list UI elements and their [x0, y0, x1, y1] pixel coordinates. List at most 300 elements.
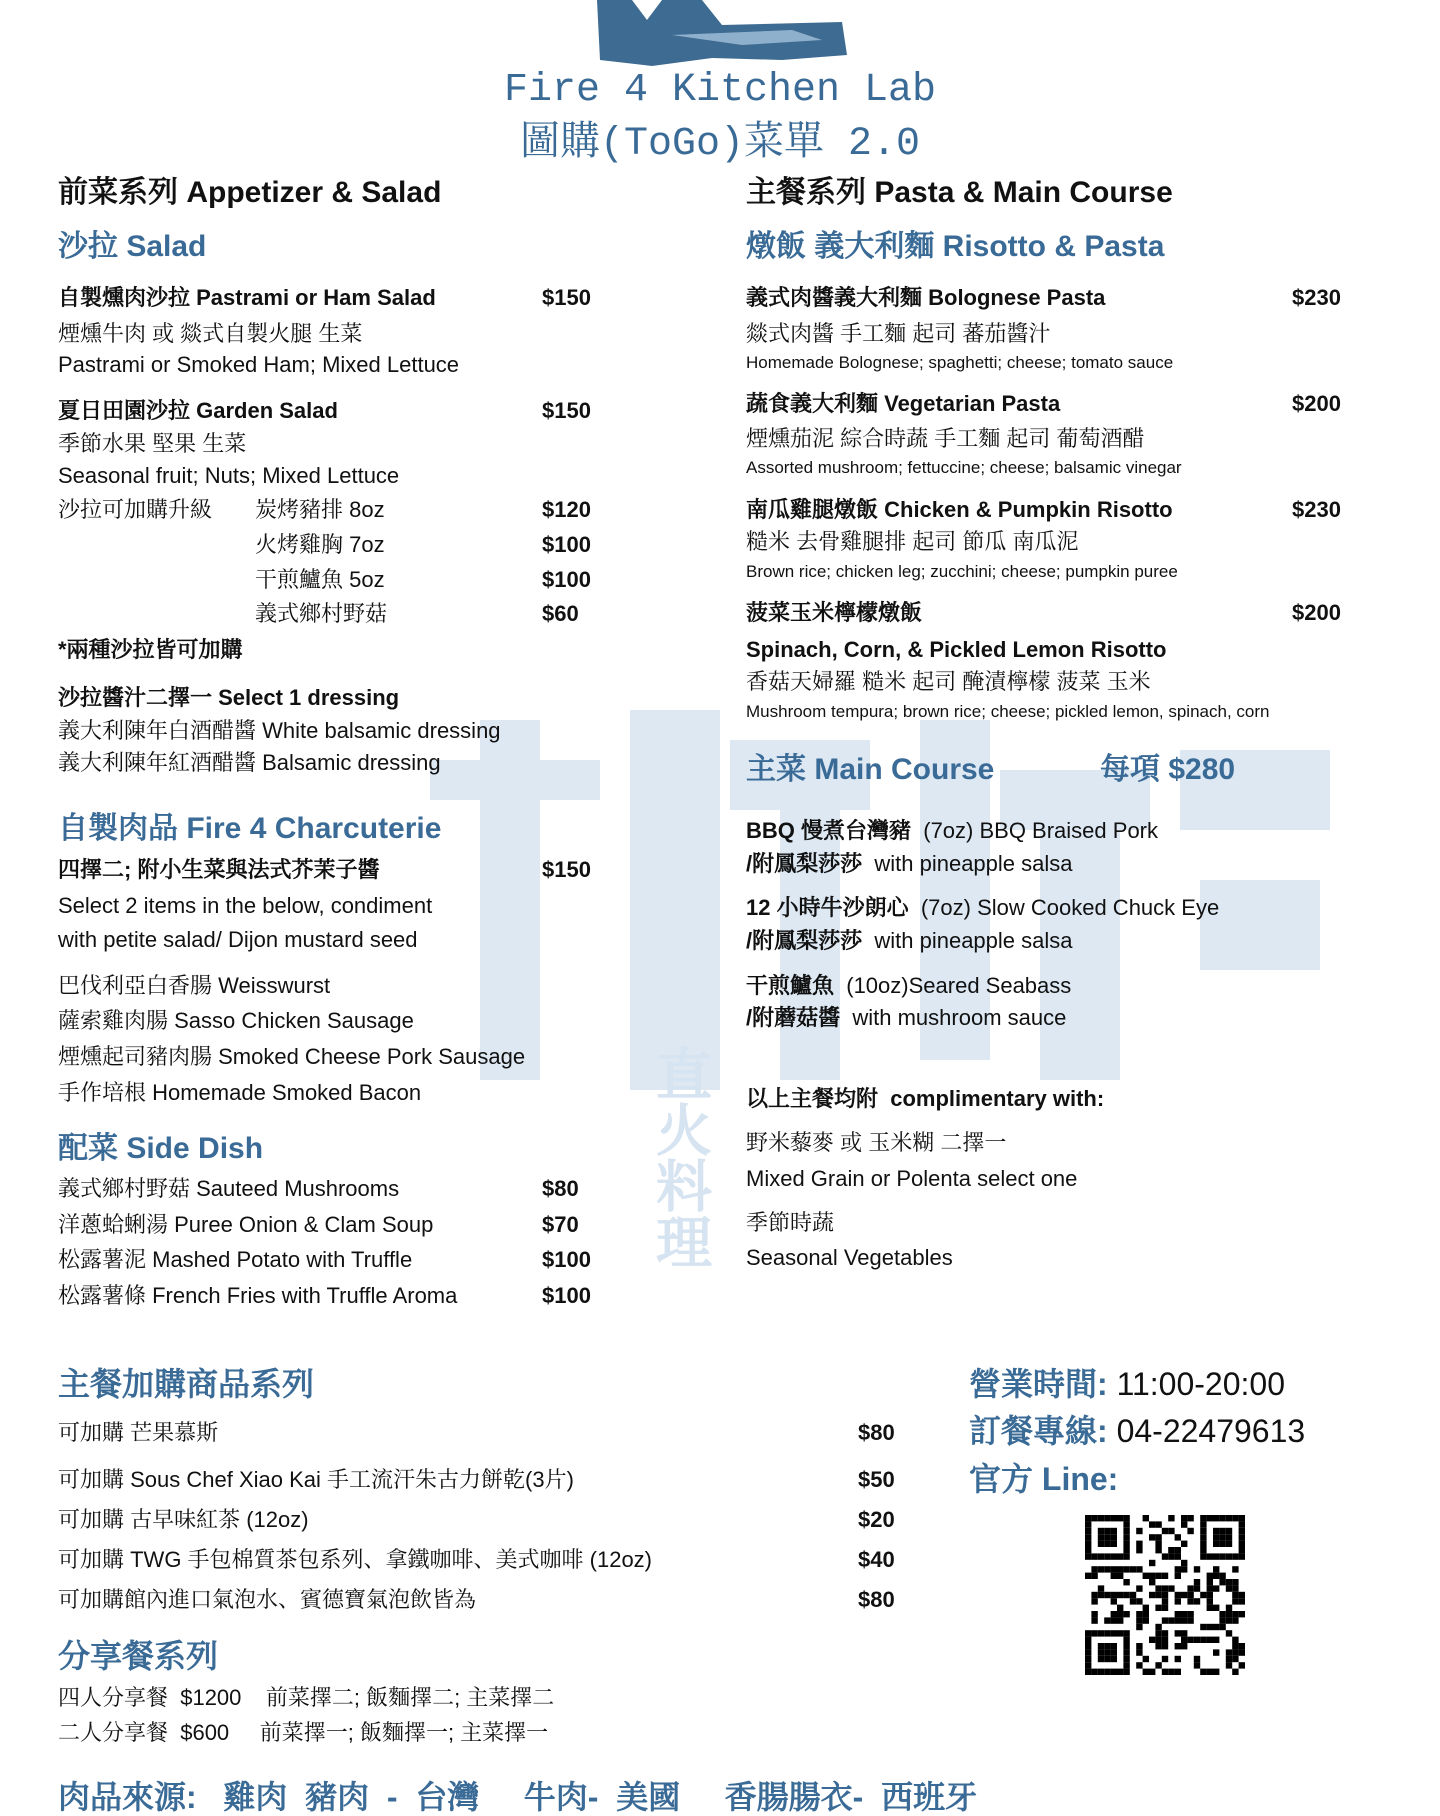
- pasta-name-en: Spinach, Corn, & Pickled Lemon Risotto: [746, 637, 1167, 662]
- qr-module: [1239, 1643, 1245, 1649]
- qr-module: [1239, 1528, 1245, 1534]
- qr-module: [1123, 1662, 1129, 1668]
- phone-label: 訂餐專線:: [969, 1413, 1108, 1449]
- side-price: $80: [542, 1176, 579, 1201]
- charcuterie-title: 四擇二; 附小生菜與法式芥茉子醬: [58, 857, 380, 882]
- qr-module: [1207, 1585, 1213, 1591]
- qr-module: [1123, 1611, 1129, 1617]
- upgrade-item: 炭烤豬排 8oz: [255, 497, 385, 522]
- qr-module: [1175, 1643, 1181, 1649]
- qr-module: [1219, 1541, 1225, 1547]
- brand-title: Fire 4 Kitchen Lab: [503, 68, 937, 113]
- watermark-text: 直火料理: [649, 1045, 712, 1269]
- upgrade-price: $100: [542, 567, 591, 592]
- qr-module: [1117, 1592, 1123, 1598]
- qr-module: [1181, 1643, 1187, 1649]
- qr-module: [1155, 1605, 1161, 1611]
- qr-module: [1187, 1528, 1193, 1534]
- pasta-price: $200: [1292, 600, 1341, 625]
- side-item: 松露薯泥 Mashed Potato with Truffle: [58, 1247, 413, 1272]
- qr-module: [1111, 1669, 1117, 1675]
- qr-module: [1098, 1643, 1104, 1649]
- qr-module: [1162, 1656, 1168, 1662]
- qr-module: [1098, 1534, 1104, 1540]
- line-label: 官方 Line:: [969, 1461, 1119, 1497]
- qr-module: [1085, 1637, 1091, 1643]
- side-dish-header: 配菜 Side Dish: [58, 1132, 264, 1165]
- complimentary-en: complimentary with:: [890, 1086, 1105, 1111]
- qr-module: [1123, 1579, 1129, 1585]
- qr-module: [1098, 1592, 1104, 1598]
- qr-module: [1123, 1669, 1129, 1675]
- qr-module: [1111, 1528, 1117, 1534]
- main-item-side: [746, 928, 1073, 954]
- qr-module: [1111, 1656, 1117, 1662]
- qr-module: [1091, 1573, 1097, 1579]
- qr-module: [1098, 1541, 1104, 1547]
- pasta-header: 燉飯 義大利麵 Risotto & Pasta: [746, 230, 1165, 263]
- addon-price: $80: [858, 1587, 895, 1612]
- salad-name: 自製燻肉沙拉 Pastrami or Ham Salad: [58, 285, 436, 310]
- qr-module: [1155, 1534, 1161, 1540]
- qr-module: [1181, 1617, 1187, 1623]
- qr-module: [1155, 1521, 1161, 1527]
- qr-module: [1175, 1553, 1181, 1559]
- hours-value: 11:00-20:00: [1107, 1366, 1285, 1402]
- qr-module: [1175, 1573, 1181, 1579]
- qr-module: [1168, 1585, 1174, 1591]
- pasta-en: Mushroom tempura; brown rice; cheese; pickled lemon, spinach, corn: [746, 702, 1270, 721]
- qr-module: [1085, 1534, 1091, 1540]
- comp-item: Mixed Grain or Polenta select one: [746, 1166, 1078, 1191]
- qr-module: [1117, 1566, 1123, 1572]
- qr-module: [1143, 1656, 1149, 1662]
- qr-module: [1091, 1553, 1097, 1559]
- qr-module: [1104, 1515, 1110, 1521]
- qr-module: [1111, 1598, 1117, 1604]
- qr-module: [1200, 1669, 1206, 1675]
- comp-item: 季節時蔬: [746, 1210, 835, 1235]
- qr-module: [1155, 1585, 1161, 1591]
- qr-module: [1219, 1553, 1225, 1559]
- qr-module: [1098, 1585, 1104, 1591]
- qr-module: [1232, 1637, 1238, 1643]
- qr-module: [1123, 1630, 1129, 1636]
- pasta-price: $200: [1292, 391, 1341, 416]
- qr-module: [1117, 1553, 1123, 1559]
- pasta-zh: 燚式肉醬 手工麵 起司 蕃茄醬汁: [746, 321, 1051, 346]
- qr-module: [1123, 1515, 1129, 1521]
- qr-module: [1162, 1605, 1168, 1611]
- qr-module: [1168, 1547, 1174, 1553]
- charcuterie-price: $150: [542, 857, 591, 882]
- qr-module: [1123, 1643, 1129, 1649]
- main-side-en: with pineapple salsa: [874, 928, 1073, 953]
- meat-source: 肉品來源: 雞肉 豬肉 - 台灣 牛肉- 美國 香腸腸衣- 西班牙: [58, 1779, 978, 1815]
- qr-module: [1213, 1534, 1219, 1540]
- qr-module: [1232, 1669, 1238, 1675]
- qr-module: [1091, 1617, 1097, 1623]
- qr-module: [1136, 1541, 1142, 1547]
- qr-module: [1194, 1585, 1200, 1591]
- qr-module: [1200, 1515, 1206, 1521]
- dressing-header: 沙拉醬汁二擇一 Select 1 dressing: [58, 685, 400, 710]
- qr-module: [1111, 1643, 1117, 1649]
- qr-module: [1123, 1656, 1129, 1662]
- sharing-item: 四人分享餐 $1200 前菜擇二; 飯麵擇二; 主菜擇二: [58, 1685, 555, 1710]
- charcuterie-item: 手作培根 Homemade Smoked Bacon: [58, 1080, 422, 1105]
- qr-module: [1104, 1541, 1110, 1547]
- qr-module: [1085, 1662, 1091, 1668]
- qr-module: [1194, 1656, 1200, 1662]
- qr-module: [1149, 1573, 1155, 1579]
- qr-module: [1136, 1643, 1142, 1649]
- qr-module: [1232, 1643, 1238, 1649]
- qr-module: [1149, 1521, 1155, 1527]
- side-item: 洋蔥蛤蜊湯 Puree Onion & Clam Soup: [58, 1212, 434, 1237]
- complimentary-zh: 以上主餐均附: [746, 1086, 879, 1111]
- qr-module: [1111, 1553, 1117, 1559]
- pasta-zh: 煙燻茄泥 綜合時蔬 手工麵 起司 葡萄酒醋: [746, 426, 1145, 451]
- qr-module: [1098, 1566, 1104, 1572]
- qr-module: [1181, 1630, 1187, 1636]
- main-item-name: 干煎鱸魚: [746, 973, 835, 998]
- qr-module: [1226, 1656, 1232, 1662]
- qr-module: [1098, 1656, 1104, 1662]
- qr-module: [1226, 1541, 1232, 1547]
- main-item: [746, 973, 1071, 999]
- qr-module: [1187, 1592, 1193, 1598]
- salad-price: $150: [542, 285, 591, 310]
- addon-price: $50: [858, 1467, 895, 1492]
- qr-module: [1117, 1630, 1123, 1636]
- side-item: 義式鄉村野菇 Sauteed Mushrooms: [58, 1176, 400, 1201]
- qr-module: [1162, 1630, 1168, 1636]
- qr-module: [1200, 1553, 1206, 1559]
- qr-module: [1098, 1515, 1104, 1521]
- qr-module: [1111, 1515, 1117, 1521]
- qr-module: [1226, 1630, 1232, 1636]
- qr-module: [1232, 1515, 1238, 1521]
- qr-module: [1213, 1566, 1219, 1572]
- qr-module: [1104, 1630, 1110, 1636]
- main-side-en: with pineapple salsa: [874, 851, 1073, 876]
- qr-module: [1207, 1598, 1213, 1604]
- qr-module: [1155, 1624, 1161, 1630]
- qr-module: [1143, 1611, 1149, 1617]
- qr-module: [1085, 1553, 1091, 1559]
- dressing-option: 義大利陳年紅酒醋醬 Balsamic dressing: [58, 750, 441, 775]
- qr-module: [1149, 1534, 1155, 1540]
- qr-module: [1187, 1611, 1193, 1617]
- main-side-zh: /附鳳梨莎莎: [746, 928, 863, 953]
- qr-module: [1104, 1649, 1110, 1655]
- main-item-en: (7oz) Slow Cooked Chuck Eye: [920, 895, 1220, 920]
- qr-module: [1104, 1617, 1110, 1623]
- qr-module: [1085, 1630, 1091, 1636]
- qr-module: [1219, 1624, 1225, 1630]
- qr-module: [1123, 1528, 1129, 1534]
- qr-module: [1155, 1643, 1161, 1649]
- main-course-price: 每項 $280: [1100, 753, 1236, 786]
- qr-module: [1181, 1592, 1187, 1598]
- qr-module: [1213, 1541, 1219, 1547]
- qr-module: [1117, 1669, 1123, 1675]
- qr-module: [1162, 1528, 1168, 1534]
- qr-module: [1091, 1598, 1097, 1604]
- addon-item: 可加購館內進口氣泡水、賓德寶氣泡飲皆為: [58, 1587, 477, 1612]
- qr-module: [1194, 1637, 1200, 1643]
- qr-module: [1226, 1662, 1232, 1668]
- qr-module: [1104, 1643, 1110, 1649]
- qr-module: [1175, 1566, 1181, 1572]
- qr-module: [1130, 1592, 1136, 1598]
- qr-module: [1111, 1592, 1117, 1598]
- qr-module: [1104, 1553, 1110, 1559]
- qr-module: [1239, 1547, 1245, 1553]
- qr-module: [1098, 1630, 1104, 1636]
- salad-zh: 季節水果 堅果 生菜: [58, 431, 247, 456]
- qr-module: [1136, 1662, 1142, 1668]
- qr-module: [1187, 1617, 1193, 1623]
- qr-module: [1155, 1637, 1161, 1643]
- qr-module: [1117, 1605, 1123, 1611]
- sharing-header: 分享餐系列: [58, 1638, 219, 1674]
- qr-module: [1104, 1566, 1110, 1572]
- qr-module: [1111, 1534, 1117, 1540]
- qr-module: [1111, 1611, 1117, 1617]
- qr-module: [1098, 1553, 1104, 1559]
- comp-item: Seasonal Vegetables: [746, 1245, 953, 1270]
- qr-module: [1104, 1528, 1110, 1534]
- qr-module: [1213, 1649, 1219, 1655]
- qr-module: [1123, 1592, 1129, 1598]
- qr-module: [1098, 1669, 1104, 1675]
- qr-module: [1175, 1547, 1181, 1553]
- qr-module: [1111, 1617, 1117, 1623]
- upgrade-item: 干煎鱸魚 5oz: [255, 567, 385, 592]
- qr-module: [1207, 1624, 1213, 1630]
- qr-module: [1219, 1573, 1225, 1579]
- qr-module: [1181, 1611, 1187, 1617]
- pasta-name: 南瓜雞腿燉飯 Chicken & Pumpkin Risotto: [746, 497, 1173, 522]
- qr-module: [1136, 1585, 1142, 1591]
- side-price: $100: [542, 1283, 591, 1308]
- qr-module: [1226, 1579, 1232, 1585]
- qr-module: [1123, 1547, 1129, 1553]
- salad-name: 夏日田園沙拉 Garden Salad: [58, 398, 338, 423]
- qr-module: [1111, 1541, 1117, 1547]
- qr-module: [1123, 1541, 1129, 1547]
- qr-module: [1181, 1521, 1187, 1527]
- qr-module: [1226, 1515, 1232, 1521]
- qr-module: [1175, 1592, 1181, 1598]
- pasta-en: Brown rice; chicken leg; zucchini; cheese; pumpkin puree: [746, 562, 1178, 581]
- upgrade-item: 義式鄉村野菇: [255, 601, 388, 626]
- qr-module: [1207, 1553, 1213, 1559]
- qr-module: [1226, 1611, 1232, 1617]
- main-course-header: 主菜 Main Course: [746, 753, 995, 786]
- qr-module: [1104, 1534, 1110, 1540]
- qr-module: [1200, 1547, 1206, 1553]
- pasta-name: 菠菜玉米檸檬燉飯: [746, 600, 923, 625]
- qr-module: [1187, 1637, 1193, 1643]
- qr-module: [1200, 1637, 1206, 1643]
- qr-module: [1104, 1669, 1110, 1675]
- qr-module: [1187, 1515, 1193, 1521]
- qr-module: [1232, 1611, 1238, 1617]
- qr-module: [1085, 1649, 1091, 1655]
- upgrade-label: 沙拉可加購升級: [58, 497, 213, 522]
- pasta-price: $230: [1292, 497, 1341, 522]
- qr-module: [1149, 1579, 1155, 1585]
- qr-module: [1136, 1611, 1142, 1617]
- addon-item: 可加購 Sous Chef Xiao Kai 手工流汗朱古力餅乾(3片): [58, 1467, 574, 1492]
- qr-module: [1136, 1624, 1142, 1630]
- qr-module: [1239, 1649, 1245, 1655]
- qr-module: [1123, 1521, 1129, 1527]
- qr-module: [1162, 1553, 1168, 1559]
- qr-module: [1239, 1611, 1245, 1617]
- qr-module: [1143, 1669, 1149, 1675]
- main-item-name: 12 小時牛沙朗心: [746, 895, 909, 920]
- main-item-en: (7oz) BBQ Braised Pork: [923, 818, 1158, 843]
- qr-module: [1219, 1534, 1225, 1540]
- qr-module: [1232, 1585, 1238, 1591]
- qr-module: [1111, 1573, 1117, 1579]
- qr-module: [1149, 1592, 1155, 1598]
- qr-module: [1168, 1515, 1174, 1521]
- addon-item: 可加購 TWG 手包棉質茶包系列、拿鐵咖啡、美式咖啡 (12oz): [58, 1547, 653, 1572]
- qr-module: [1149, 1637, 1155, 1643]
- addons-header: 主餐加購商品系列: [58, 1366, 315, 1402]
- qr-module: [1207, 1592, 1213, 1598]
- charcuterie-item: 巴伐利亞白香腸 Weisswurst: [58, 973, 331, 998]
- charcuterie-desc: Select 2 items in the below, condiment: [58, 893, 433, 918]
- qr-module: [1239, 1553, 1245, 1559]
- qr-module: [1162, 1669, 1168, 1675]
- sharing-item: 二人分享餐 $600 前菜擇一; 飯麵擇一; 主菜擇一: [58, 1720, 549, 1745]
- pasta-price: $230: [1292, 285, 1341, 310]
- qr-module: [1123, 1534, 1129, 1540]
- main-side-zh: /附鳳梨莎莎: [746, 851, 863, 876]
- qr-module: [1123, 1566, 1129, 1572]
- qr-module: [1168, 1528, 1174, 1534]
- qr-module: [1226, 1528, 1232, 1534]
- addon-item: 可加購 芒果慕斯: [58, 1420, 219, 1445]
- main-item-en: (10oz)Seared Seabass: [846, 973, 1072, 998]
- qr-module: [1098, 1528, 1104, 1534]
- line-qr-code[interactable]: [1085, 1515, 1245, 1675]
- addon-price: $20: [858, 1507, 895, 1532]
- qr-module: [1168, 1617, 1174, 1623]
- main-item-side: [746, 851, 1073, 877]
- main-item: [746, 895, 1219, 921]
- qr-module: [1130, 1566, 1136, 1572]
- qr-module: [1162, 1617, 1168, 1623]
- qr-module: [1136, 1617, 1142, 1623]
- qr-module: [1181, 1566, 1187, 1572]
- qr-module: [1175, 1598, 1181, 1604]
- pasta-en: Assorted mushroom; fettuccine; cheese; balsamic vinegar: [746, 458, 1182, 477]
- qr-module: [1162, 1643, 1168, 1649]
- qr-module: [1239, 1592, 1245, 1598]
- qr-module: [1207, 1637, 1213, 1643]
- qr-module: [1143, 1605, 1149, 1611]
- qr-module: [1187, 1598, 1193, 1604]
- main-item: [746, 818, 1158, 844]
- qr-module: [1213, 1585, 1219, 1591]
- appetizer-section-title: 前菜系列 Appetizer & Salad: [58, 176, 442, 209]
- qr-module: [1213, 1605, 1219, 1611]
- qr-module: [1111, 1566, 1117, 1572]
- qr-module: [1232, 1598, 1238, 1604]
- qr-module: [1175, 1630, 1181, 1636]
- side-item: 松露薯條 French Fries with Truffle Aroma: [58, 1283, 458, 1308]
- qr-module: [1123, 1649, 1129, 1655]
- qr-module: [1091, 1515, 1097, 1521]
- qr-module: [1111, 1630, 1117, 1636]
- qr-module: [1239, 1541, 1245, 1547]
- qr-module: [1226, 1534, 1232, 1540]
- salad-price: $150: [542, 398, 591, 423]
- qr-module: [1155, 1592, 1161, 1598]
- qr-module: [1136, 1566, 1142, 1572]
- addon-price: $40: [858, 1547, 895, 1572]
- salad-header: 沙拉 Salad: [58, 230, 207, 263]
- charcuterie-header: 自製肉品 Fire 4 Charcuterie: [58, 812, 442, 845]
- qr-module: [1123, 1637, 1129, 1643]
- qr-module: [1175, 1611, 1181, 1617]
- main-side-zh: /附蘑菇醬: [746, 1005, 841, 1030]
- qr-module: [1162, 1585, 1168, 1591]
- qr-module: [1091, 1592, 1097, 1598]
- qr-module: [1175, 1617, 1181, 1623]
- qr-module: [1091, 1611, 1097, 1617]
- qr-module: [1219, 1515, 1225, 1521]
- salad-en: Pastrami or Smoked Ham; Mixed Lettuce: [58, 352, 460, 377]
- menu-subtitle: 圖購(ToGo)菜單 2.0: [519, 122, 921, 167]
- qr-module: [1085, 1547, 1091, 1553]
- addon-item: 可加購 古早味紅茶 (12oz): [58, 1507, 309, 1532]
- qr-module: [1239, 1521, 1245, 1527]
- hours-label: 營業時間:: [969, 1366, 1108, 1402]
- qr-module: [1187, 1585, 1193, 1591]
- qr-module: [1181, 1637, 1187, 1643]
- qr-module: [1136, 1649, 1142, 1655]
- main-side-en: with mushroom sauce: [852, 1005, 1067, 1030]
- qr-module: [1085, 1515, 1091, 1521]
- qr-module: [1194, 1662, 1200, 1668]
- qr-module: [1232, 1656, 1238, 1662]
- qr-module: [1181, 1515, 1187, 1521]
- qr-module: [1219, 1617, 1225, 1623]
- qr-module: [1098, 1649, 1104, 1655]
- qr-module: [1200, 1592, 1206, 1598]
- pasta-zh: 香菇天婦羅 糙米 起司 醃漬檸檬 菠菜 玉米: [746, 669, 1151, 694]
- qr-module: [1219, 1528, 1225, 1534]
- qr-module: [1117, 1611, 1123, 1617]
- phone-value: 04-22479613: [1107, 1413, 1306, 1449]
- qr-module: [1226, 1605, 1232, 1611]
- qr-module: [1226, 1585, 1232, 1591]
- main-item-name: BBQ 慢煮台灣豬: [746, 818, 912, 843]
- qr-module: [1213, 1515, 1219, 1521]
- qr-module: [1200, 1624, 1206, 1630]
- qr-module: [1149, 1669, 1155, 1675]
- upgrade-item: 火烤雞胸 7oz: [255, 532, 385, 557]
- qr-module: [1207, 1573, 1213, 1579]
